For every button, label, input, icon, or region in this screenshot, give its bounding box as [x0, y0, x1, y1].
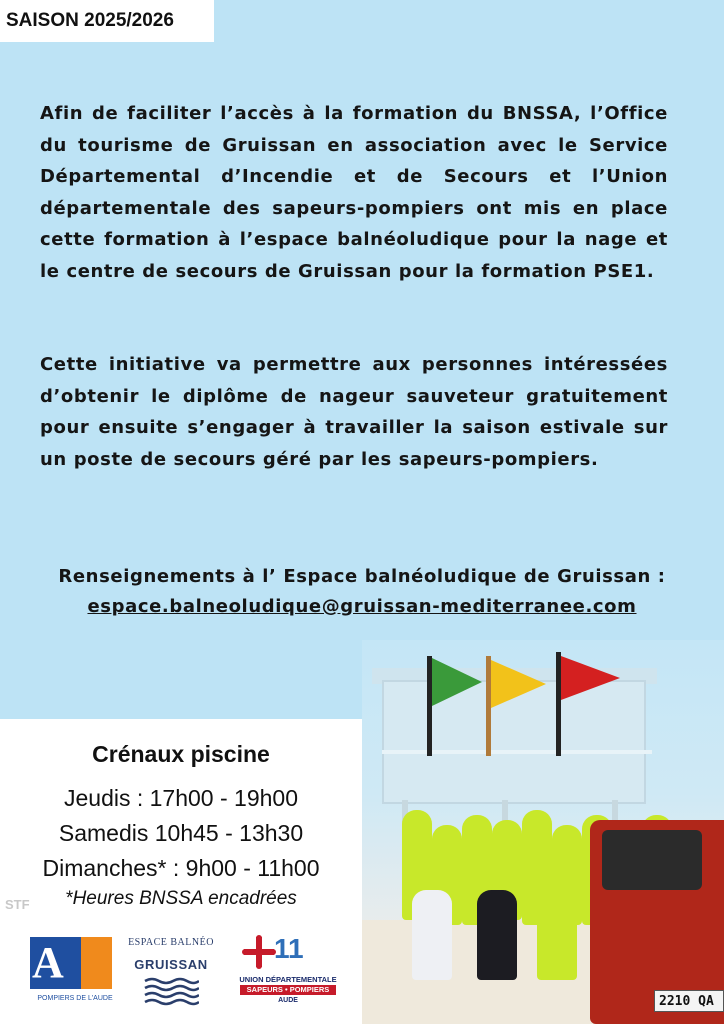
info-block — [0, 562, 724, 622]
watermark: STF — [5, 897, 30, 912]
pompiers-aude-logo — [20, 937, 130, 1007]
logo-line: UNION DÉPARTEMENTALE — [239, 975, 337, 984]
schedule-panel — [0, 719, 362, 1024]
flags-icon — [422, 652, 632, 762]
logo-top-text: ESPACE BALNÉO — [128, 937, 214, 948]
license-plate: 2210 QA — [654, 990, 724, 1012]
union-departementale-logo — [238, 931, 338, 1019]
intro-paragraph: Afin de faciliter l’accès à la formation du BNSSA, l’Office du tourisme de Gruissan en association avec le Service Départemental d’Incendie et de Secours et l’Union départementale des sapeurs-pompiers ont mis en place cette formation à l’espace balnéoludique pour la nage et le centre de secours de Gruissan pour la formation PSE1. — [40, 103, 668, 282]
schedule-slot: Dimanches* : 9h00 - 11h00 — [42, 855, 320, 881]
person — [477, 890, 517, 980]
occitan-cross-icon — [242, 935, 276, 969]
waves-icon — [143, 977, 199, 1007]
initiative-paragraph: Cette initiative va permettre aux personnes intéressées d’obtenir le diplôme de nageur sauveteur gratuitement pour ensuite s’engager à travailler la saison estivale sur un poste de secours géré par les sapeurs-pompiers. — [40, 354, 668, 470]
person — [537, 895, 577, 980]
logo-line: AUDE — [278, 997, 298, 1004]
schedule-note: *Heures BNSSA encadrées — [65, 888, 297, 909]
schedule-slot: Jeudis : 17h00 - 19h00 — [63, 785, 298, 811]
schedule-slot: Samedis 10h45 - 13h30 — [58, 820, 304, 846]
truck-window — [602, 830, 702, 890]
schedule-title: Crénaux piscine — [92, 741, 270, 767]
espace-balneo-logo — [116, 937, 226, 1017]
logo-line: SAPEURS • POMPIERS — [240, 985, 336, 995]
logo-number: 11 — [274, 933, 304, 964]
lifeguard-photo — [362, 640, 724, 1024]
info-label: Renseignements à l’ Espace balnéoludique de Gruissan : — [58, 566, 666, 587]
logo-letter: A — [32, 938, 64, 987]
person — [412, 890, 452, 980]
email-link[interactable]: espace.balneoludique@gruissan-mediterranee.com — [87, 596, 637, 617]
logo-main-text: GRUISSAN — [134, 957, 208, 972]
logo-caption: POMPIERS DE L'AUDE — [37, 995, 113, 1002]
season-label: SAISON 2025/2026 — [0, 0, 214, 42]
